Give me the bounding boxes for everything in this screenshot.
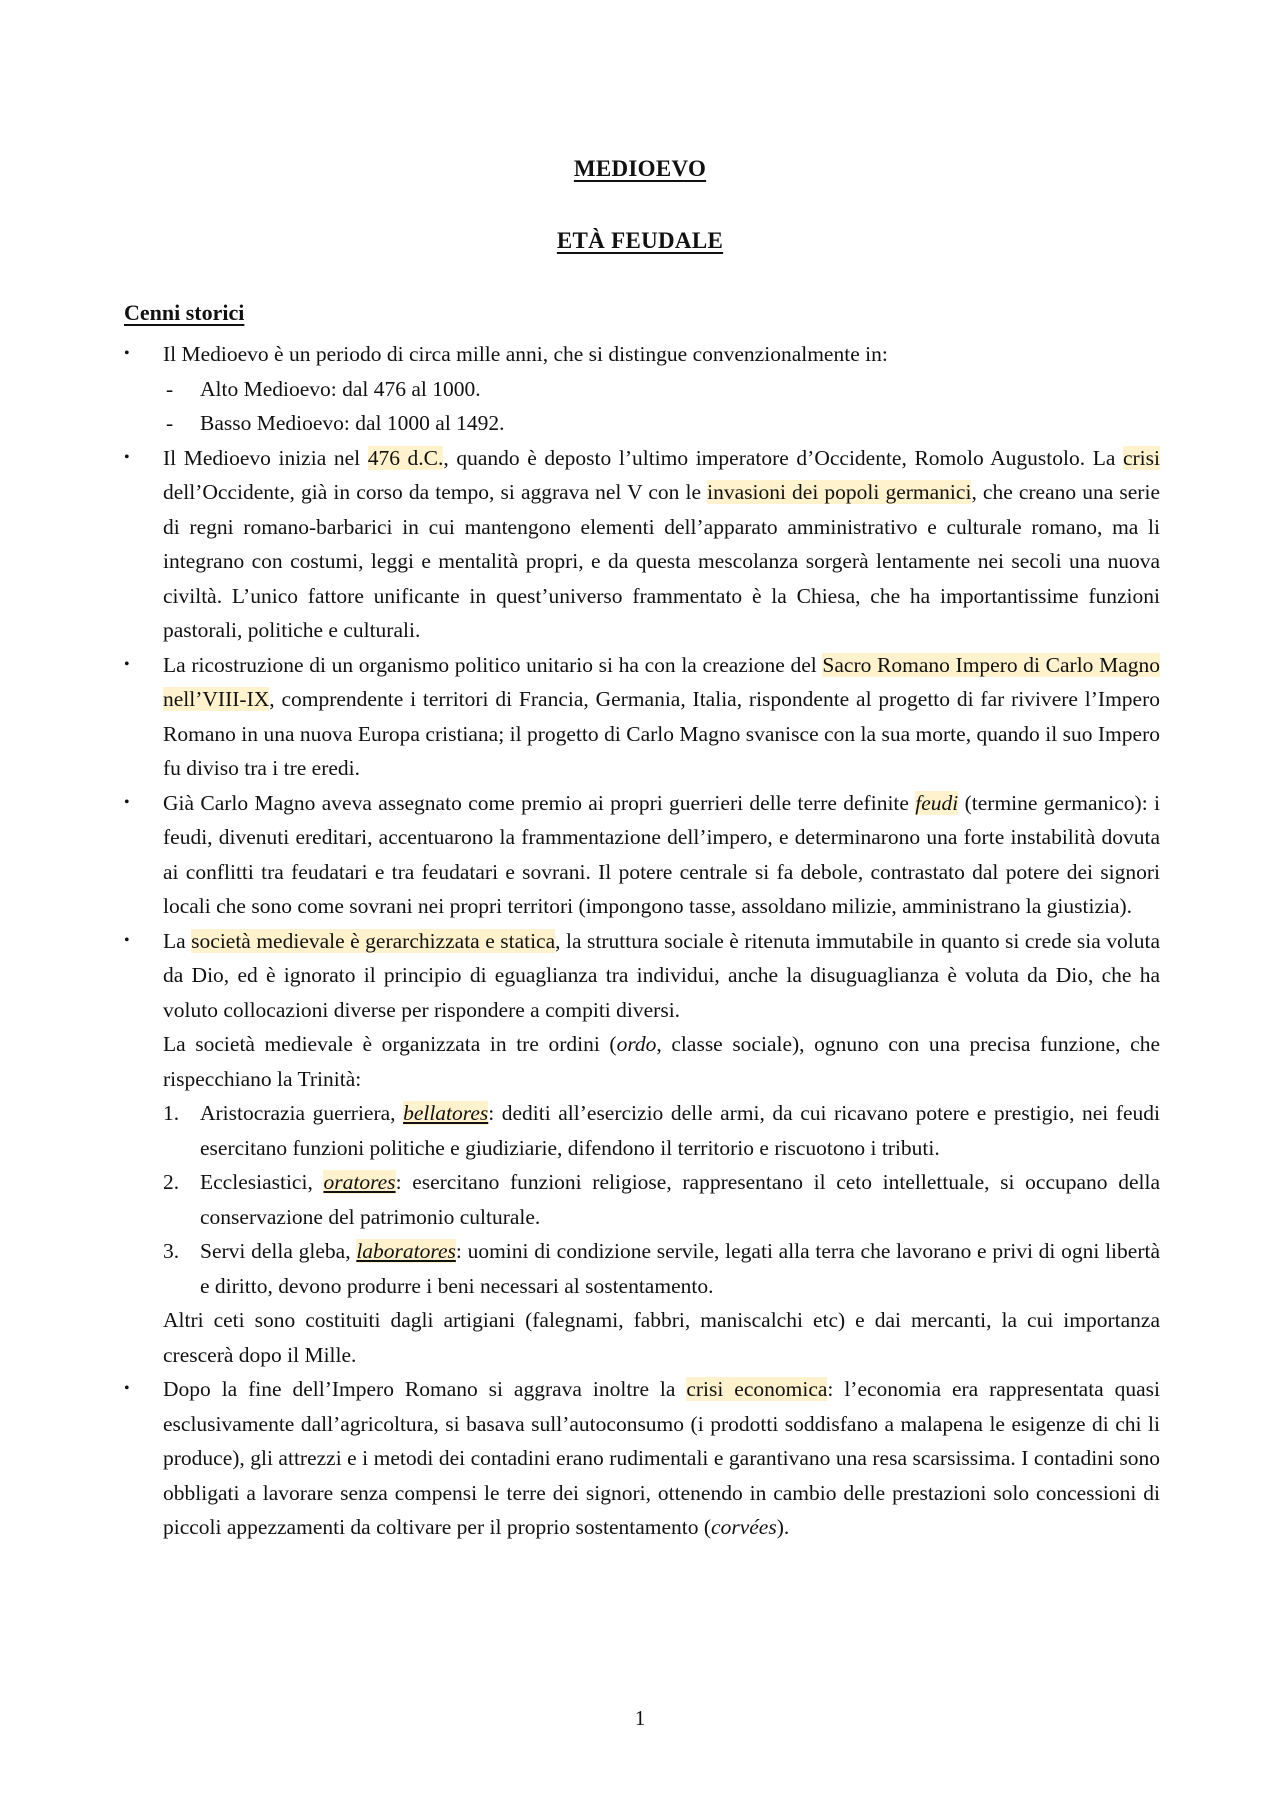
text-run: La società medievale è organizzata in tre ordini ( (163, 1032, 617, 1056)
text-run: , classe sociale), ognuno con una precisa funzione, che rispecchiano la Trinità: (163, 1032, 1160, 1091)
item-number: 1. (163, 1101, 180, 1125)
italic-term: ordo (616, 1032, 657, 1056)
item-number: 2. (163, 1170, 180, 1194)
highlighted-term: oratores (323, 1170, 396, 1194)
highlighted-text: società medievale è gerarchizzata e statica (191, 928, 556, 953)
text-run: : l’economia era rappresentata quasi esclusivamente dall’agricoltura, si basava sull’autoconsumo (i prodotti soddisfano a malapena le esigenze di chi li produce), gli attrezzi e i metodi dei contadini erano rudimentali e garantivano una resa scarsissima. I contadini sono obbligati a lavorare senza compensi le terre dei signori, ottenendo in cambio delle prestazioni solo concessioni di piccoli appezzamenti da coltivare per il proprio sostentamento ( (163, 1377, 1161, 1539)
highlighted-text: crisi (1122, 445, 1160, 470)
italic-term: corvées (711, 1515, 777, 1539)
bullet-icon: • (124, 655, 130, 673)
page-number: 1 (634, 1706, 646, 1730)
sub-item-text: Alto Medioevo: dal 476 al 1000. (200, 376, 481, 401)
document-title: MEDIOEVO (573, 156, 707, 181)
sub-item-text: Basso Medioevo: dal 1000 al 1492. (200, 411, 505, 435)
text-run: ). (776, 1515, 790, 1539)
text-run: : esercitano funzioni religiose, rappresentano il ceto intellettuale, si occupano della conservazione del patrimonio culturale. (200, 1170, 1160, 1229)
highlighted-text: crisi economica (686, 1377, 828, 1401)
paragraph (124, 1027, 1160, 1096)
text-run: , la struttura sociale è ritenuta immutabile in quanto si crede sia voluta da Dio, ed è ignorato il principio di eguaglianza tra individui, anche la disuguaglianza è voluta da Dio, che ha voluto collocazioni diverse per rispondere a compiti diversi. (163, 928, 1160, 1022)
bullet-text: Il Medioevo è un periodo di circa mille anni, che si distingue convenzionalmente in: (163, 342, 888, 366)
numbered-item (124, 1165, 1160, 1234)
text-run: dell’Occidente, già in corso da tempo, si aggrava nel V con le (163, 480, 708, 504)
document-body (124, 337, 1160, 1545)
bullet-icon: • (124, 793, 130, 811)
document-subtitle: ETÀ FEUDALE (556, 228, 724, 253)
numbered-item (124, 1234, 1160, 1303)
text-run: : uomini di condizione servile, legati alla terra che lavorano e privi di ogni libertà e diritto, devono produrre i beni necessari al sostentamento. (200, 1239, 1160, 1298)
paragraph: Altri ceti sono costituiti dagli artigiani (falegnami, fabbri, maniscalchi etc) e dai mercanti, la cui importanza crescerà dopo il Mille. (163, 1308, 1160, 1367)
text-run: La ricostruzione di un organismo politico unitario si ha con la creazione del (163, 652, 823, 677)
bullet-item (124, 786, 1160, 924)
bullet-item (124, 1372, 1160, 1545)
bullet-item (124, 648, 1160, 786)
text-run: , che creano una serie di regni romano-barbarici in cui mantengono elementi dell’apparato amministrativo e culturale romano, ma li integrano con costumi, leggi e mentalità propri, e da questa mescolanza sorgerà lentamente nei secoli una nuova civiltà. L’unico fattore unificante in quest’universo frammentato è la Chiesa, che ha importantissime funzioni pastorali, politiche e culturali. (163, 480, 1160, 642)
bullet-item (124, 337, 1160, 372)
text-run: : dediti all’esercizio delle armi, da cui ricavano potere e prestigio, nei feudi esercitano funzioni politiche e giudiziarie, difendono il territorio e riscuotono i tributi. (200, 1101, 1160, 1160)
highlighted-text: Sacro Romano Impero di Carlo Magno nell’VIII-IX (163, 652, 1161, 711)
text-run: Il Medioevo inizia nel (163, 445, 368, 470)
numbered-item (124, 1096, 1160, 1165)
bullet-icon: • (124, 345, 130, 362)
sub-item (124, 406, 1160, 441)
bullet-icon: • (124, 1380, 130, 1397)
text-run: Ecclesiastici, (200, 1170, 324, 1194)
highlighted-text: invasioni dei popoli germanici (707, 480, 972, 504)
bullet-item (124, 441, 1160, 648)
dash-icon: - (166, 411, 174, 435)
item-number: 3. (163, 1239, 180, 1263)
highlighted-term: bellatores (403, 1101, 489, 1125)
text-run: Aristocrazia guerriera, (200, 1101, 404, 1125)
text-run: , quando è deposto l’ultimo imperatore d’Occidente, Romolo Augustolo. La (443, 445, 1123, 470)
text-run: Dopo la fine dell’Impero Romano si aggrava inoltre la (163, 1377, 687, 1401)
text-run: (termine germanico): i feudi, divenuti ereditari, accentuarono la frammentazione dell’impero, e determinarono una forte instabilità dovuta ai conflitti tra feudatari e tra feudatari e sovrani. Il potere centrale si fa debole, contrastato dal potere dei signori locali che sono come sovrani nei propri territori (impongono tasse, assoldano milizie, amministrano la giustizia). (163, 790, 1160, 918)
text-run: Già Carlo Magno aveva assegnato come premio ai propri guerrieri delle terre definite (163, 790, 916, 815)
text-run: , comprendente i territori di Francia, Germania, Italia, rispondente al progetto di far rivivere l’Impero Romano in una nuova Europa cristiana; il progetto di Carlo Magno svanisce con la sua morte, quando il suo Impero fu diviso tra i tre eredi. (163, 687, 1160, 780)
highlighted-term: laboratores (356, 1239, 456, 1263)
dash-icon: - (166, 376, 174, 401)
highlighted-text: 476 d.C. (367, 445, 444, 470)
bullet-icon: • (124, 448, 130, 466)
bullet-item (124, 924, 1160, 1028)
highlighted-term: feudi (915, 790, 959, 815)
sub-item (124, 372, 1160, 407)
text-run: Servi della gleba, (200, 1239, 357, 1263)
text-run: La (163, 928, 192, 953)
bullet-icon: • (124, 931, 130, 949)
section-heading: Cenni storici (124, 300, 245, 325)
